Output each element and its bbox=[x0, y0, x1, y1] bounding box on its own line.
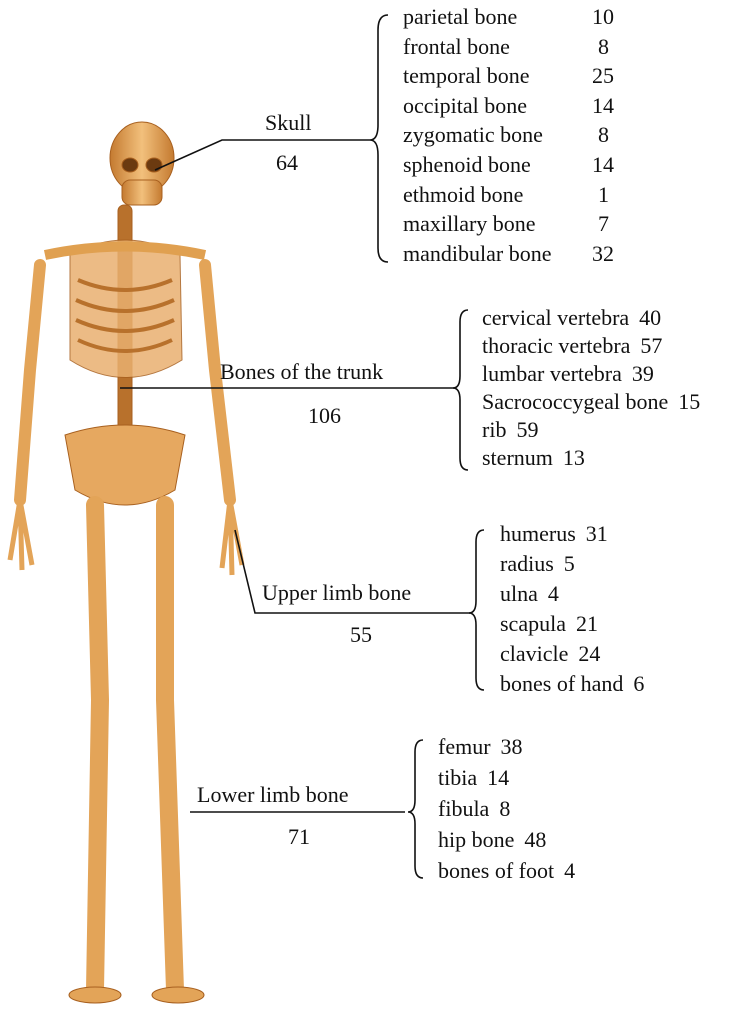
bone-count: 10 bbox=[592, 4, 614, 29]
upper-limb-total: 55 bbox=[350, 622, 372, 647]
list-item bbox=[438, 734, 523, 760]
bone-count: 8 bbox=[598, 33, 609, 59]
list-item bbox=[482, 445, 585, 471]
bone-count: 59 bbox=[516, 417, 539, 442]
bone-count: 8 bbox=[598, 122, 609, 148]
bone-count: 48 bbox=[524, 827, 547, 852]
upper-limb-label: Upper limb bone bbox=[262, 580, 412, 605]
list-item bbox=[403, 92, 614, 119]
bone-name: Sacrococcygeal bone bbox=[482, 389, 669, 414]
skull-brace bbox=[370, 15, 388, 262]
bone-count: 13 bbox=[562, 445, 585, 470]
list-item bbox=[482, 333, 662, 359]
lower-brace bbox=[408, 740, 423, 878]
list-item bbox=[482, 361, 654, 387]
bone-count: 31 bbox=[585, 521, 608, 546]
bone-count: 8 bbox=[499, 796, 511, 821]
bone-count: 4 bbox=[564, 858, 576, 883]
bone-name: sternum bbox=[482, 445, 553, 470]
list-item bbox=[438, 858, 575, 884]
bone-count: 40 bbox=[639, 305, 662, 330]
skull-leader-line bbox=[155, 140, 370, 170]
lower-limb-total: 71 bbox=[288, 824, 310, 849]
list-item bbox=[438, 796, 510, 822]
list-item bbox=[403, 4, 614, 30]
list-item bbox=[500, 611, 598, 637]
list-item bbox=[438, 765, 509, 791]
bone-name: radius bbox=[500, 551, 554, 576]
bone-name: hip bone bbox=[438, 827, 515, 852]
trunk-total: 106 bbox=[308, 403, 341, 428]
bone-name: parietal bone bbox=[403, 4, 518, 29]
bone-name: maxillary bone bbox=[403, 211, 536, 237]
bone-count: 14 bbox=[592, 92, 614, 118]
bone-name: femur bbox=[438, 734, 491, 759]
skeleton bbox=[10, 122, 242, 1003]
bone-name: fibula bbox=[438, 796, 490, 821]
upper-brace bbox=[469, 530, 484, 690]
trunk-brace bbox=[453, 310, 468, 470]
bone-count: 1 bbox=[598, 181, 609, 207]
bone-count: 21 bbox=[575, 611, 598, 636]
list-item bbox=[482, 417, 538, 443]
bone-count: 39 bbox=[631, 361, 654, 386]
bone-count: 14 bbox=[592, 152, 614, 177]
bone-name: ethmoid bone bbox=[403, 181, 524, 207]
list-item bbox=[403, 211, 609, 237]
list-item bbox=[500, 521, 608, 547]
bone-name: scapula bbox=[500, 611, 566, 636]
list-item bbox=[500, 551, 575, 577]
bone-count: 7 bbox=[598, 211, 609, 237]
bone-name: lumbar vertebra bbox=[482, 361, 622, 386]
list-item bbox=[500, 671, 644, 697]
list-item bbox=[403, 33, 609, 60]
list-item bbox=[403, 240, 614, 267]
bone-name: tibia bbox=[438, 765, 478, 790]
list-item bbox=[500, 641, 600, 667]
bone-name: mandibular bone bbox=[403, 240, 552, 266]
bone-count: 38 bbox=[500, 734, 523, 759]
bone-count: 15 bbox=[678, 389, 701, 414]
list-item bbox=[403, 181, 609, 208]
list-item bbox=[482, 389, 700, 415]
bone-name: bones of foot bbox=[438, 858, 555, 883]
list-item bbox=[482, 305, 661, 331]
list-item bbox=[403, 63, 614, 89]
list-item bbox=[438, 827, 546, 853]
bone-name: bones of hand bbox=[500, 671, 624, 696]
bone-name: sphenoid bone bbox=[403, 152, 531, 177]
bone-count: 32 bbox=[592, 240, 614, 266]
list-item bbox=[403, 152, 614, 178]
list-item bbox=[500, 581, 559, 607]
trunk-label: Bones of the trunk bbox=[220, 359, 384, 384]
bone-name: rib bbox=[482, 417, 507, 442]
bone-name: occipital bone bbox=[403, 92, 528, 118]
list-item bbox=[403, 122, 609, 148]
bone-name: ulna bbox=[500, 581, 538, 606]
bone-count: 14 bbox=[487, 765, 510, 790]
bone-count: 6 bbox=[633, 671, 645, 696]
skull-total: 64 bbox=[276, 150, 298, 175]
bone-name: frontal bone bbox=[403, 33, 510, 59]
bone-name: temporal bone bbox=[403, 63, 530, 89]
bone-name: clavicle bbox=[500, 641, 569, 666]
bone-name: thoracic vertebra bbox=[482, 333, 631, 358]
skull-label: Skull bbox=[265, 110, 312, 135]
bone-count: 4 bbox=[547, 581, 559, 606]
bone-name: zygomatic bone bbox=[403, 122, 543, 148]
bone-name: cervical vertebra bbox=[482, 305, 630, 330]
lower-limb-label: Lower limb bone bbox=[197, 782, 349, 807]
bone-count: 5 bbox=[563, 551, 575, 576]
bone-name: humerus bbox=[500, 521, 576, 546]
bone-count: 57 bbox=[640, 333, 663, 358]
bone-count: 24 bbox=[578, 641, 601, 666]
bone-count: 25 bbox=[592, 63, 614, 89]
